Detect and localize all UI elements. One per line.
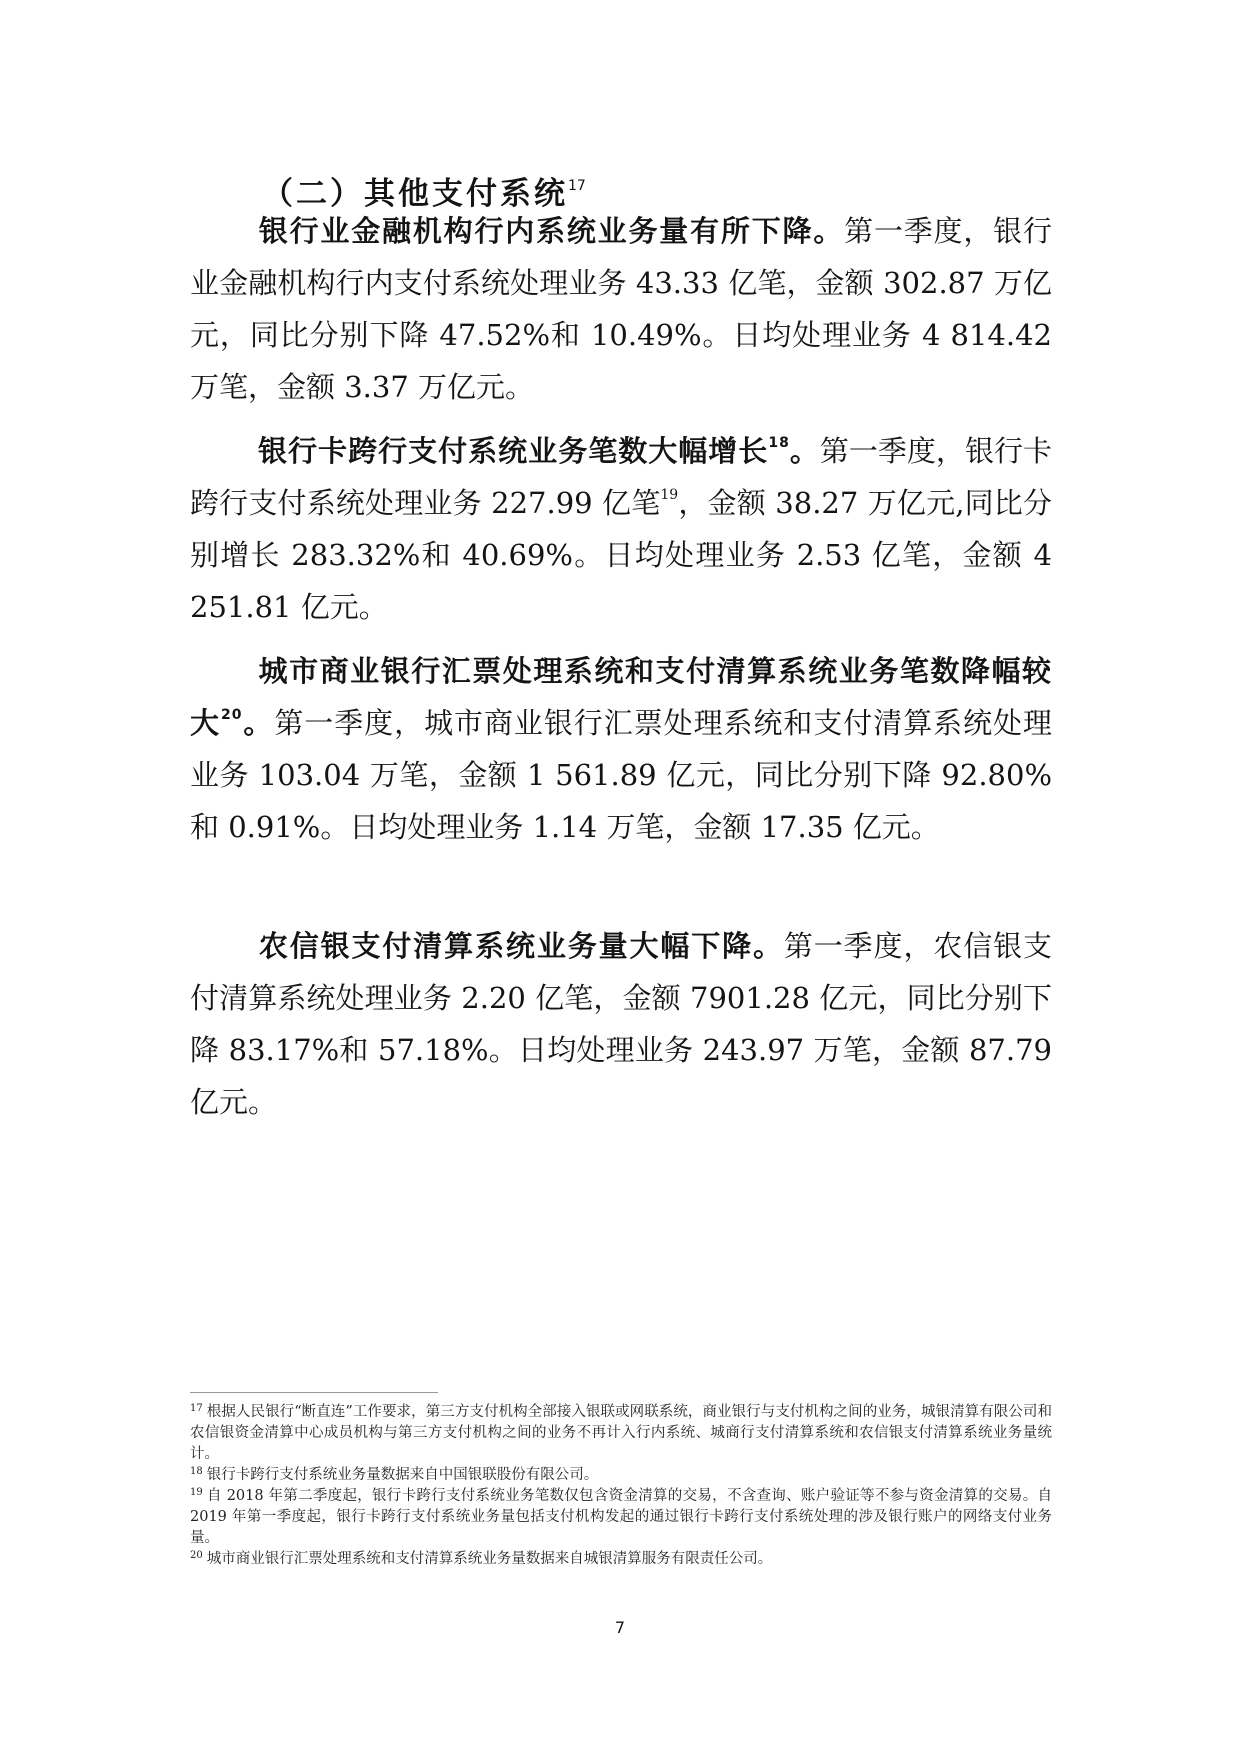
footnote-text: 城市商业银行汇票处理系统和支付清算系统业务量数据来自城银清算服务有限责任公司。 [206,1551,773,1567]
footnote-number: 19 [190,1487,203,1498]
paragraph-body: 第一季度，城市商业银行汇票处理系统和支付清算系统处理业务 103.04 万笔，金额 1 561.89 亿元，同比分别下降 92.80%和 0.91%。日均处理业务 1.14 万笔，金额 17.35 亿元。 [190,706,1052,844]
paragraph-body: 第一季度，银行卡跨行支付系统处理业务 227.99 亿笔 [190,434,1052,520]
footnote-text: 自 2018 年第二季度起，银行卡跨行支付系统业务笔数仅包含资金清算的交易，不含查询、账户验证等不参与资金清算的交易。自 2019 年第一季度起，银行卡跨行支付系统业务量包括支付机构发起的通过银行卡跨行支付系统处理的涉及银行账户的网络支付业务量。 [190,1488,1052,1546]
paragraph-lead-tail: 。 [789,434,820,468]
footnote-divider [190,1392,438,1393]
footnote-18 [190,1465,1052,1486]
footnote-ref-20: 20 [220,707,243,723]
footnote-ref-18: 18 [768,435,790,451]
footnote-number: 18 [190,1466,203,1477]
footnotes [190,1402,1052,1570]
paragraph-body: 第一季度，农信银支付清算系统处理业务 2.20 亿笔，金额 7901.28 亿元，同比分别下降 83.17%和 57.18%。日均处理业务 243.97 万笔，金额 87.79 亿元。 [190,929,1052,1119]
paragraph-lead: 银行业金融机构行内系统业务量有所下降。 [258,214,845,248]
footnote-number: 17 [190,1403,203,1414]
paragraph-lead [258,434,820,468]
footnote-19 [190,1486,1052,1549]
footnote-20 [190,1549,1052,1570]
footnote-ref-19: 19 [660,487,679,503]
paragraph-body-tail: ，金额 38.27 万亿元,同比分别增长 283.32%和 40.69%。日均处理业务 2.53 亿笔，金额 4 251.81 亿元。 [190,486,1052,624]
footnote-text: 银行卡跨行支付系统业务量数据来自中国银联股份有限公司。 [206,1467,599,1483]
page-number: 7 [614,1618,626,1637]
paragraph-lead: 农信银支付清算系统业务量大幅下降。 [258,929,784,963]
paragraph-city-commercial-bank-system [190,645,1052,853]
paragraph-bank-internal-system [190,205,1052,413]
paragraph-lead-tail: 。 [242,706,275,740]
paragraph-bankcard-interbank-system [190,425,1052,633]
footnote-text: 根据人民银行“断直连”工作要求，第三方支付机构全部接入银联或网联系统，商业银行与支付机构之间的业务，城银清算有限公司和农信银资金清算中心成员机构与第三方支付机构之间的业务不再计入行内系统、城商行支付清算系统和农信银支付清算系统业务量统计。 [190,1404,1052,1462]
footnote-number: 20 [190,1550,203,1561]
section-heading-text: （二）其他支付系统 [262,176,568,212]
footnote-ref-17: 17 [568,178,586,194]
footnote-17 [190,1402,1052,1465]
paragraph-lead-text: 城市商业银行汇票处理系统和支付清算系统业务笔数降幅较大 [190,654,1052,740]
paragraph-rural-credit-system [190,920,1052,1128]
paragraph-body: 第一季度，银行业金融机构行内支付系统处理业务 43.33 亿笔，金额 302.87 万亿元，同比分别下降 47.52%和 10.49%。日均处理业务 4 814.42 万笔，金额 3.37 万亿元。 [190,214,1052,404]
paragraph-lead-text: 银行卡跨行支付系统业务笔数大幅增长 [258,434,769,468]
